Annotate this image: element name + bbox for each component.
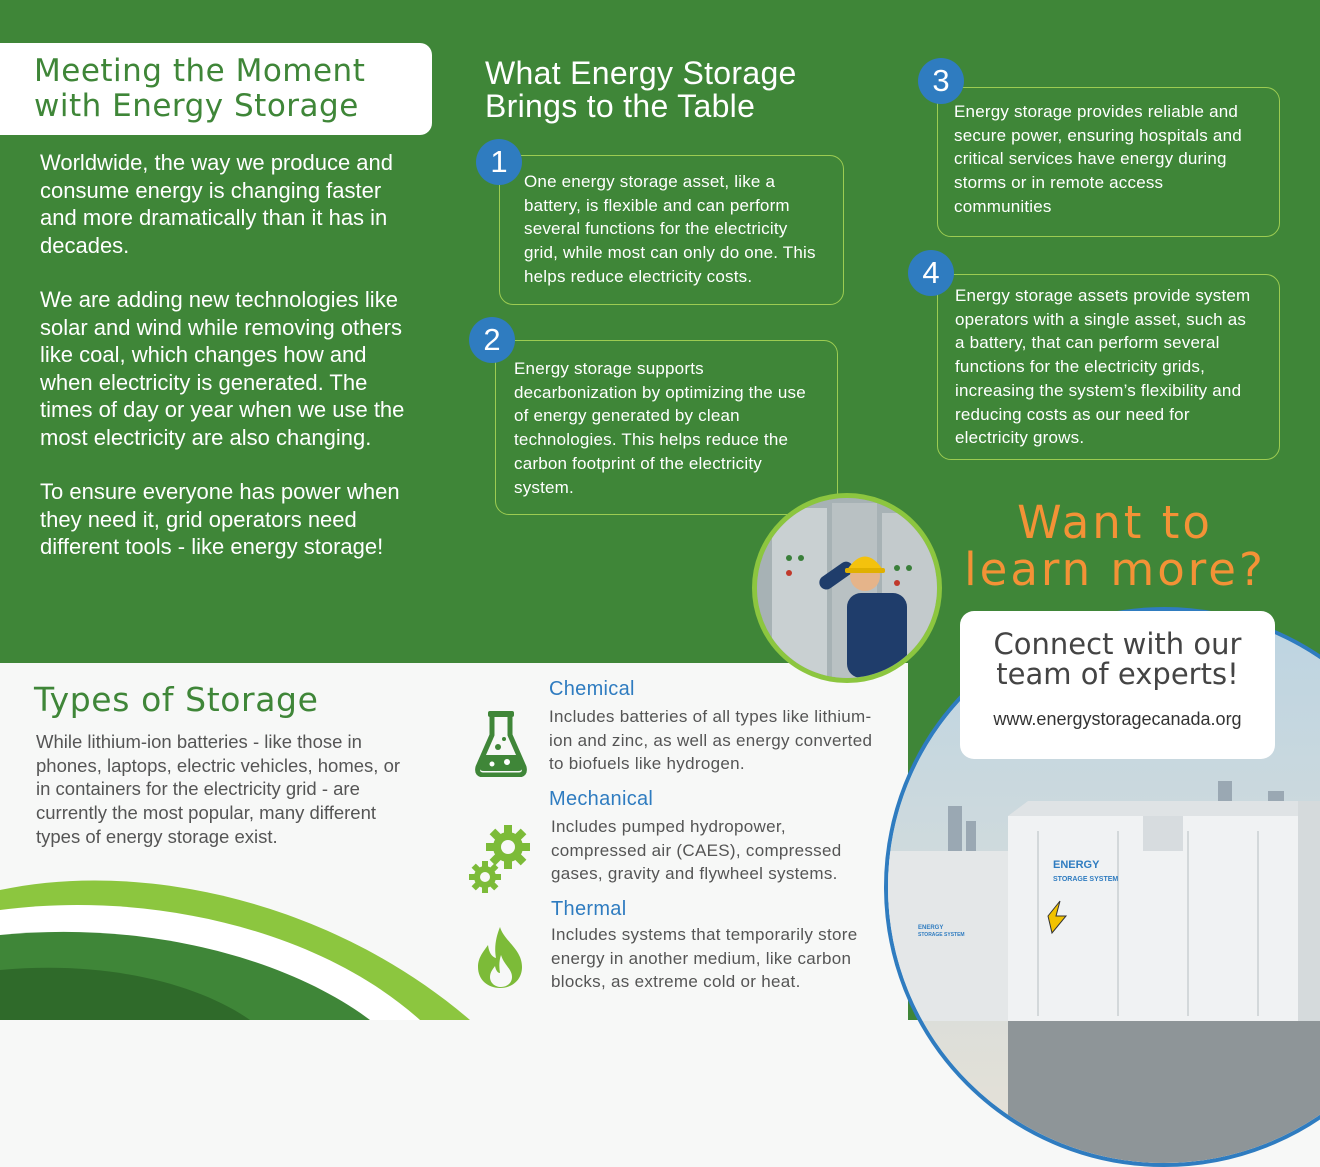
number-badge: 2 [469, 317, 515, 363]
storage-type-text: Includes batteries of all types like lithium-ion and zinc, as well as energy converted to biofuels like hydrogen. [549, 707, 873, 774]
storage-type-text: Includes pumped hydropower, compressed air (CAES), compressed gases, gravity and flywheel systems. [551, 817, 842, 884]
flame-icon [474, 925, 526, 989]
benefit-text: One energy storage asset, like a battery, is flexible and can perform several functions for the electricity grid, while most can only do one. This helps reduce electricity costs. [524, 172, 816, 286]
intro-paragraph: To ensure everyone has power when they need it, grid operators need different tools - like energy storage! [40, 479, 400, 559]
benefit-text: Energy storage supports decarbonization by optimizing the use of energy generated by clean technologies. This helps reduce the carbon footprint of the electricity system. [514, 359, 806, 497]
storage-type-title: Mechanical [549, 788, 654, 810]
brand-label: ENERGY [1053, 859, 1100, 871]
decorative-swoosh [0, 860, 480, 1020]
benefit-text: Energy storage provides reliable and secure power, ensuring hospitals and critical services have energy during storms or in remote access communities [954, 102, 1242, 216]
website-link[interactable]: www.energystoragecanada.org [993, 709, 1242, 729]
storage-type-text: Includes systems that temporarily store energy in another medium, like carbon blocks, as extreme cold or heat. [551, 925, 858, 992]
benefit-card [495, 340, 838, 515]
gears-icon [468, 823, 534, 895]
benefit-card [937, 87, 1280, 237]
worker-illustration [757, 498, 937, 678]
flask-icon [474, 709, 528, 777]
brand-label: STORAGE SYSTEM [918, 932, 965, 938]
number-badge: 3 [918, 58, 964, 104]
intro-paragraph: Worldwide, the way we produce and consume energy is changing faster and more dramatically than it has in decades. [40, 150, 394, 258]
brand-label: STORAGE SYSTEM [1053, 876, 1119, 883]
brand-label: ENERGY [918, 925, 944, 931]
types-description: While lithium-ion batteries - like those in phones, laptops, electric vehicles, homes, or in containers for the electricity grid - are currently the most popular, many different types of energy storage exist. [36, 731, 401, 847]
number-badge: 4 [908, 250, 954, 296]
benefit-card [937, 274, 1280, 460]
page-title: Meeting the Moment with Energy Storage [34, 53, 366, 124]
intro-paragraph: We are adding new technologies like solar and wind while removing others like coal, which changes how and when electricity is generated. The times of day or year when we use the most electricity are also changing. [40, 287, 405, 450]
types-heading: Types of Storage [34, 680, 319, 719]
intro-text [40, 149, 420, 588]
storage-type-title: Thermal [551, 898, 627, 920]
benefit-text: Energy storage assets provide system operators with a single asset, such as a battery, that can perform several functions for the electricity grids, increasing the system’s flexibility and reducing costs as our need for electricity grows. [955, 286, 1251, 448]
benefits-heading: What Energy Storage Brings to the Table [485, 55, 797, 124]
number-badge: 1 [476, 139, 522, 185]
benefit-card [499, 155, 844, 305]
cta-heading: Want to learn more? [964, 496, 1266, 596]
worker-photo [752, 493, 942, 683]
storage-type-title: Chemical [549, 678, 635, 700]
connect-heading: Connect with our team of experts! [993, 627, 1242, 691]
